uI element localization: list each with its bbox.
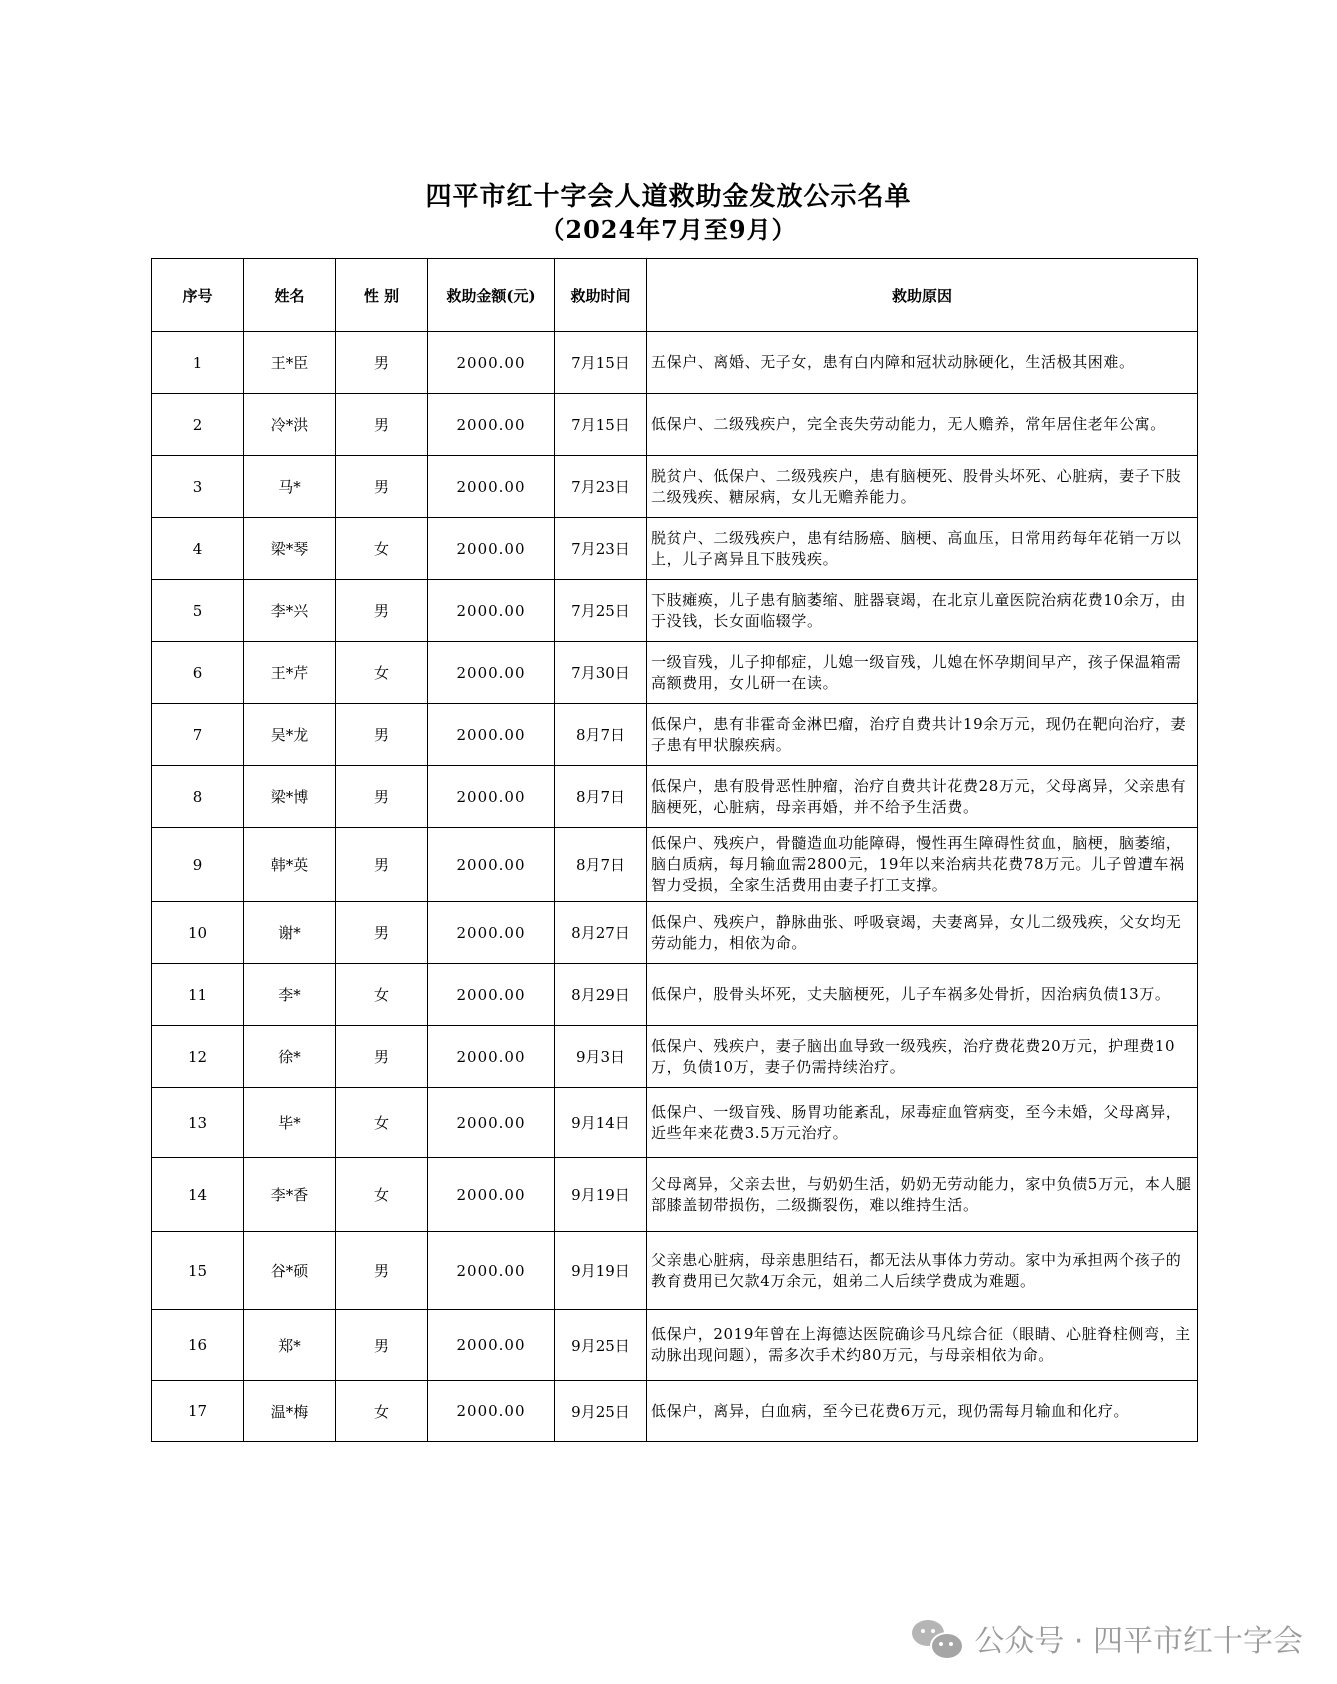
cell-date: 9月19日: [555, 1232, 647, 1310]
cell-reason: 低保户、残疾户，骨髓造血功能障碍，慢性再生障碍性贫血，脑梗，脑萎缩，脑白质病，每月输血需2800元，19年以来治病共花费78万元。儿子曾遭车祸智力受损，全家生活费用由妻子打工支撑。: [647, 828, 1198, 902]
cell-name: 梁*博: [244, 766, 336, 828]
cell-amount: 2000.00: [428, 332, 555, 394]
cell-reason: 低保户、残疾户，静脉曲张、呼吸衰竭，夫妻离异，女儿二级残疾，父女均无劳动能力，相依为命。: [647, 902, 1198, 964]
wechat-watermark: [912, 1615, 1303, 1661]
table-row: [152, 964, 1198, 1026]
table-row: [152, 518, 1198, 580]
cell-gender: 男: [336, 332, 428, 394]
cell-serial-no: 16: [152, 1310, 244, 1381]
cell-reason: 五保户、离婚、无子女，患有白内障和冠状动脉硬化，生活极其困难。: [647, 332, 1198, 394]
table-row: [152, 1026, 1198, 1088]
cell-gender: 女: [336, 1381, 428, 1442]
cell-gender: 女: [336, 642, 428, 704]
table-row: [152, 1310, 1198, 1381]
cell-name: 徐*: [244, 1026, 336, 1088]
cell-date: 9月3日: [555, 1026, 647, 1088]
cell-date: 8月7日: [555, 766, 647, 828]
cell-reason: 低保户，患有股骨恶性肿瘤，治疗自费共计花费28万元，父母离异，父亲患有脑梗死，心脏病，母亲再婚，并不给予生活费。: [647, 766, 1198, 828]
cell-amount: 2000.00: [428, 902, 555, 964]
cell-serial-no: 6: [152, 642, 244, 704]
cell-serial-no: 8: [152, 766, 244, 828]
cell-amount: 2000.00: [428, 1232, 555, 1310]
cell-reason: 低保户、残疾户，妻子脑出血导致一级残疾，治疗费花费20万元，护理费10万，负债10万，妻子仍需持续治疗。: [647, 1026, 1198, 1088]
cell-reason: 低保户，离异，白血病，至今已花费6万元，现仍需每月输血和化疗。: [647, 1381, 1198, 1442]
table-row: [152, 1232, 1198, 1310]
cell-serial-no: 15: [152, 1232, 244, 1310]
cell-date: 7月23日: [555, 518, 647, 580]
cell-reason: 父亲患心脏病，母亲患胆结石，都无法从事体力劳动。家中为承担两个孩子的教育费用已欠款4万余元，姐弟二人后续学费成为难题。: [647, 1232, 1198, 1310]
cell-name: 王*芹: [244, 642, 336, 704]
cell-name: 郑*: [244, 1310, 336, 1381]
cell-serial-no: 2: [152, 394, 244, 456]
table-row: [152, 766, 1198, 828]
table-row: [152, 902, 1198, 964]
table-row: [152, 332, 1198, 394]
cell-serial-no: 1: [152, 332, 244, 394]
cell-gender: 男: [336, 1026, 428, 1088]
cell-serial-no: 11: [152, 964, 244, 1026]
cell-serial-no: 9: [152, 828, 244, 902]
table-row: [152, 1158, 1198, 1232]
cell-name: 冷*洪: [244, 394, 336, 456]
cell-name: 李*香: [244, 1158, 336, 1232]
cell-amount: 2000.00: [428, 1088, 555, 1158]
cell-name: 李*: [244, 964, 336, 1026]
cell-amount: 2000.00: [428, 1026, 555, 1088]
relief-table: [151, 258, 1198, 1442]
cell-date: 7月30日: [555, 642, 647, 704]
cell-name: 吴*龙: [244, 704, 336, 766]
cell-name: 毕*: [244, 1088, 336, 1158]
cell-reason: 低保户，股骨头坏死，丈夫脑梗死，儿子车祸多处骨折，因治病负债13万。: [647, 964, 1198, 1026]
wechat-icon: [912, 1618, 964, 1658]
cell-serial-no: 13: [152, 1088, 244, 1158]
cell-date: 9月19日: [555, 1158, 647, 1232]
table-row: [152, 642, 1198, 704]
header-reason: 救助原因: [647, 259, 1198, 332]
cell-reason: 低保户，2019年曾在上海德达医院确诊马凡综合征（眼睛、心脏脊柱侧弯，主动脉出现问题），需多次手术约80万元，与母亲相依为命。: [647, 1310, 1198, 1381]
table-header-row: [152, 259, 1198, 332]
cell-reason: 低保户、二级残疾户，完全丧失劳动能力，无人赡养，常年居住老年公寓。: [647, 394, 1198, 456]
cell-gender: 女: [336, 1088, 428, 1158]
cell-gender: 男: [336, 828, 428, 902]
table-row: [152, 394, 1198, 456]
cell-amount: 2000.00: [428, 1158, 555, 1232]
cell-date: 8月29日: [555, 964, 647, 1026]
cell-amount: 2000.00: [428, 518, 555, 580]
cell-serial-no: 14: [152, 1158, 244, 1232]
cell-date: 9月25日: [555, 1381, 647, 1442]
cell-date: 8月27日: [555, 902, 647, 964]
header-date: 救助时间: [555, 259, 647, 332]
cell-name: 韩*英: [244, 828, 336, 902]
cell-date: 7月23日: [555, 456, 647, 518]
header-gender: 性 别: [336, 259, 428, 332]
watermark-text: 公众号 · 四平市红十字会: [974, 1624, 1303, 1659]
header-serial-no: 序号: [152, 259, 244, 332]
cell-serial-no: 3: [152, 456, 244, 518]
cell-serial-no: 7: [152, 704, 244, 766]
cell-name: 梁*琴: [244, 518, 336, 580]
cell-amount: 2000.00: [428, 766, 555, 828]
cell-name: 谷*硕: [244, 1232, 336, 1310]
cell-date: 7月15日: [555, 332, 647, 394]
cell-date: 7月15日: [555, 394, 647, 456]
cell-date: 7月25日: [555, 580, 647, 642]
cell-date: 8月7日: [555, 704, 647, 766]
cell-reason: 脱贫户、二级残疾户，患有结肠癌、脑梗、高血压，日常用药每年花销一万以上，儿子离异且下肢残疾。: [647, 518, 1198, 580]
cell-amount: 2000.00: [428, 704, 555, 766]
cell-date: 9月14日: [555, 1088, 647, 1158]
cell-amount: 2000.00: [428, 1381, 555, 1442]
table-row: [152, 580, 1198, 642]
cell-gender: 男: [336, 704, 428, 766]
cell-gender: 男: [336, 456, 428, 518]
cell-amount: 2000.00: [428, 394, 555, 456]
cell-name: 温*梅: [244, 1381, 336, 1442]
table-row: [152, 456, 1198, 518]
cell-serial-no: 5: [152, 580, 244, 642]
header-name: 姓名: [244, 259, 336, 332]
cell-amount: 2000.00: [428, 828, 555, 902]
cell-reason: 脱贫户、低保户、二级残疾户，患有脑梗死、股骨头坏死、心脏病，妻子下肢二级残疾、糖尿病，女儿无赡养能力。: [647, 456, 1198, 518]
cell-name: 谢*: [244, 902, 336, 964]
cell-reason: 低保户，患有非霍奇金淋巴瘤，治疗自费共计19余万元，现仍在靶向治疗，妻子患有甲状腺疾病。: [647, 704, 1198, 766]
header-amount: 救助金额(元): [428, 259, 555, 332]
cell-serial-no: 12: [152, 1026, 244, 1088]
cell-gender: 女: [336, 964, 428, 1026]
table-row: [152, 828, 1198, 902]
cell-gender: 男: [336, 766, 428, 828]
cell-amount: 2000.00: [428, 964, 555, 1026]
cell-gender: 男: [336, 902, 428, 964]
cell-reason: 父母离异，父亲去世，与奶奶生活，奶奶无劳动能力，家中负债5万元，本人腿部膝盖韧带损伤，二级撕裂伤，难以维持生活。: [647, 1158, 1198, 1232]
cell-gender: 男: [336, 580, 428, 642]
page-title: 四平市红十字会人道救助金发放公示名单: [425, 182, 912, 212]
cell-amount: 2000.00: [428, 456, 555, 518]
cell-name: 马*: [244, 456, 336, 518]
cell-date: 8月7日: [555, 828, 647, 902]
cell-reason: 低保户、一级盲残、肠胃功能紊乱，尿毒症血管病变，至今未婚，父母离异，近些年来花费3.5万元治疗。: [647, 1088, 1198, 1158]
cell-gender: 女: [336, 1158, 428, 1232]
table-row: [152, 1088, 1198, 1158]
table-row: [152, 1381, 1198, 1442]
cell-gender: 男: [336, 1232, 428, 1310]
cell-gender: 男: [336, 394, 428, 456]
table-row: [152, 704, 1198, 766]
cell-reason: 一级盲残，儿子抑郁症，儿媳一级盲残，儿媳在怀孕期间早产，孩子保温箱需高额费用，女儿研一在读。: [647, 642, 1198, 704]
cell-gender: 男: [336, 1310, 428, 1381]
cell-amount: 2000.00: [428, 642, 555, 704]
cell-amount: 2000.00: [428, 580, 555, 642]
cell-serial-no: 17: [152, 1381, 244, 1442]
cell-name: 李*兴: [244, 580, 336, 642]
cell-name: 王*臣: [244, 332, 336, 394]
cell-date: 9月25日: [555, 1310, 647, 1381]
cell-serial-no: 4: [152, 518, 244, 580]
cell-gender: 女: [336, 518, 428, 580]
cell-reason: 下肢瘫痪，儿子患有脑萎缩、脏器衰竭，在北京儿童医院治病花费10余万，由于没钱，长女面临辍学。: [647, 580, 1198, 642]
cell-amount: 2000.00: [428, 1310, 555, 1381]
page-subtitle: （2024年7月至9月）: [540, 215, 797, 244]
cell-serial-no: 10: [152, 902, 244, 964]
